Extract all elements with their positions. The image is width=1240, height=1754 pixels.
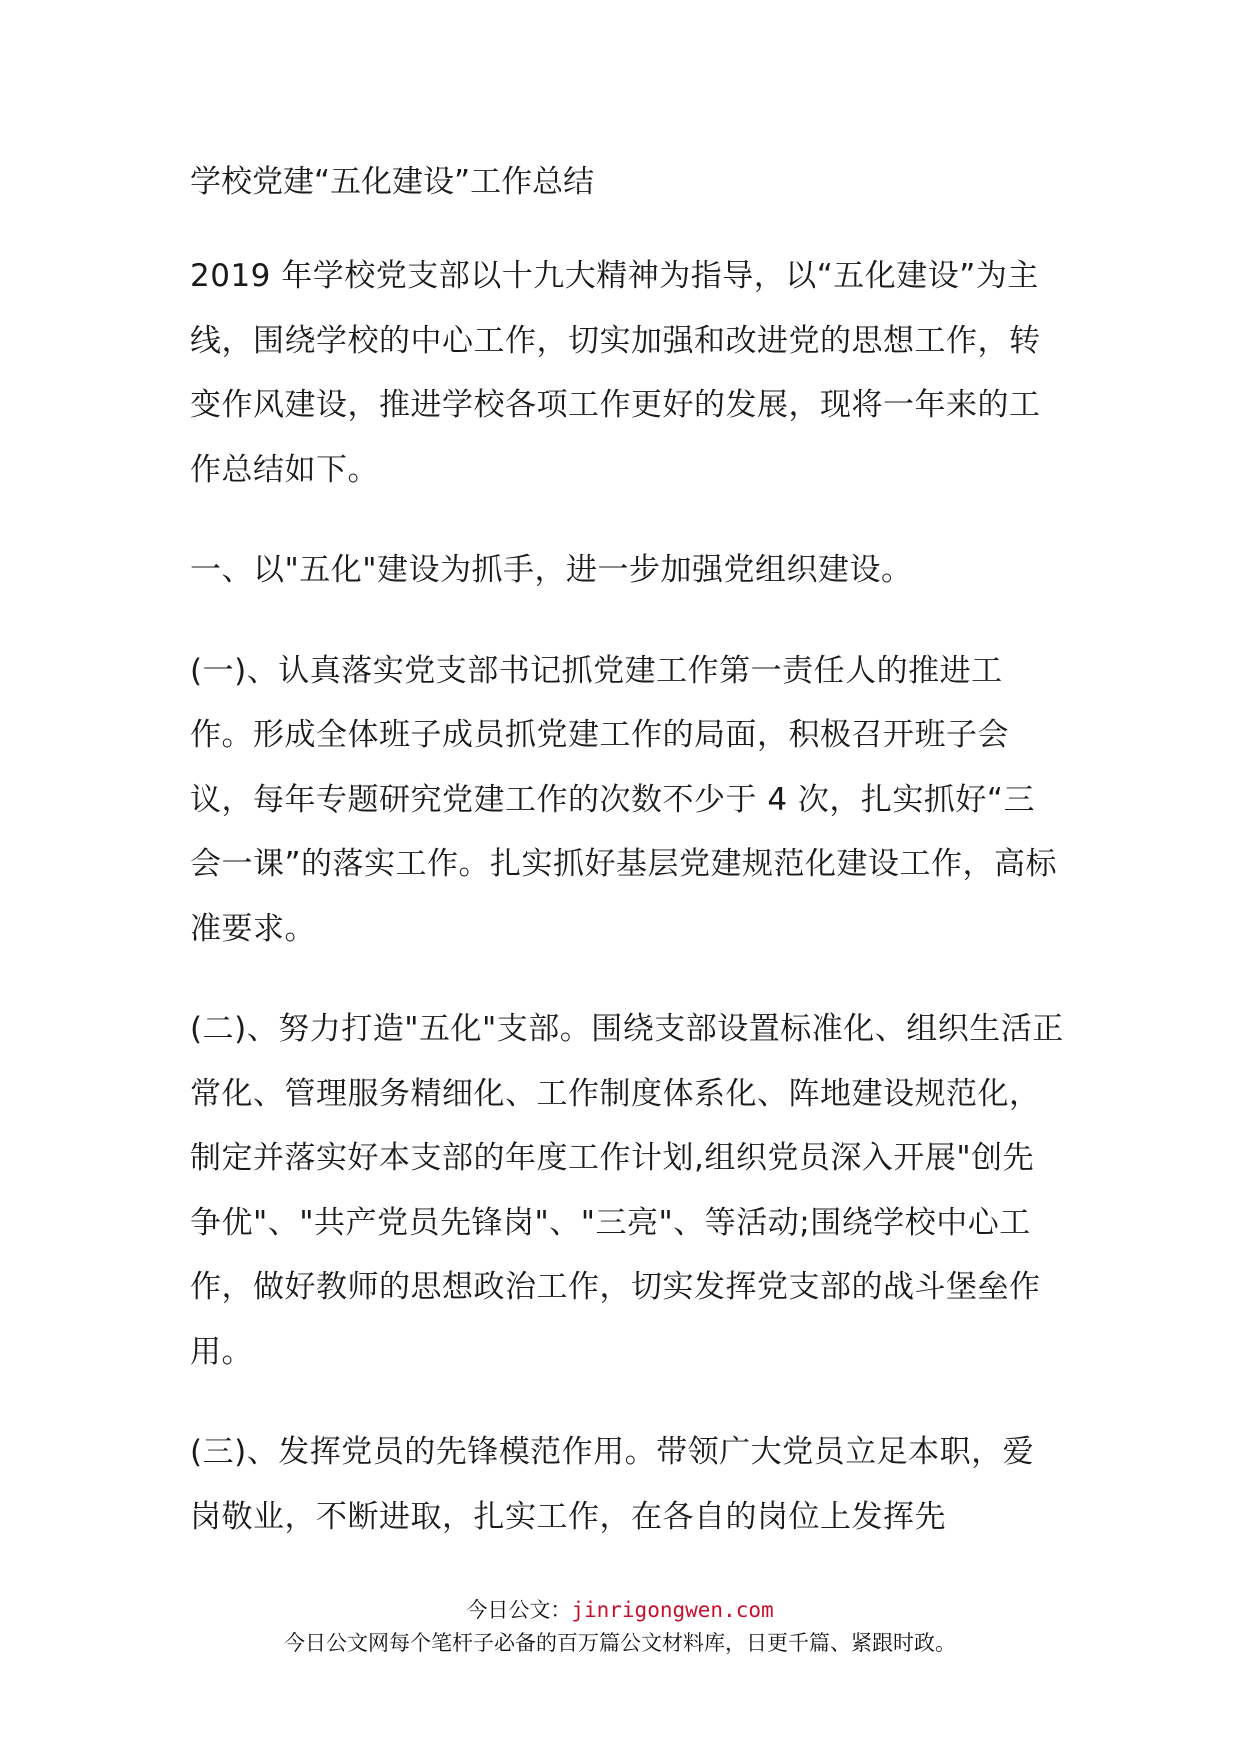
footer-label: 今日公文： — [466, 1598, 572, 1622]
footer-slogan: 今日公文网每个笔杆子必备的百万篇公文材料库，日更千篇、紧跟时政。 — [284, 1631, 956, 1655]
document-title: 学校党建“五化建设”工作总结 — [190, 164, 595, 200]
footer-url-link[interactable]: jinrigongwen.com — [571, 1598, 774, 1622]
section-heading-1: 一、以"五化"建设为抓手，进一步加强党组织建设。 — [190, 552, 913, 588]
paragraph-subsection-3: (三)、发挥党员的先锋模范作用。带领广大党员立足本职，爱岗敬业，不断进取，扎实工作，在各自的岗位上发挥先 — [190, 1434, 1035, 1535]
paragraph-subsection-2: (二)、努力打造"五化"支部。围绕支部设置标准化、组织生活正常化、管理服务精细化、工作制度体系化、阵地建设规范化，制定并落实好本支部的年度工作计划,组织党员深入开展"创先争优"、"共产党员先锋岗"、"三亮"、等活动;围绕学校中心工作，做好教师的思想政治工作，切实发挥党支部的战斗堡垒作用。 — [190, 1011, 1064, 1370]
footer-source — [0, 1594, 1240, 1624]
paragraph-subsection-1: (一)、认真落实党支部书记抓党建工作第一责任人的推进工作。形成全体班子成员抓党建工作的局面，积极召开班子会议，每年专题研究党建工作的次数不少于 4 次，扎实抓好“三会一课”的落实工作。扎实抓好基层党建规范化建设工作，高标准要求。 — [190, 652, 1058, 947]
document-page — [190, 160, 1065, 1585]
paragraph-intro: 2019 年学校党支部以十九大精神为指导，以“五化建设”为主线，围绕学校的中心工作，切实加强和改进党的思想工作，转变作风建设，推进学校各项工作更好的发展，现将一年来的工作总结如下。 — [190, 258, 1041, 488]
